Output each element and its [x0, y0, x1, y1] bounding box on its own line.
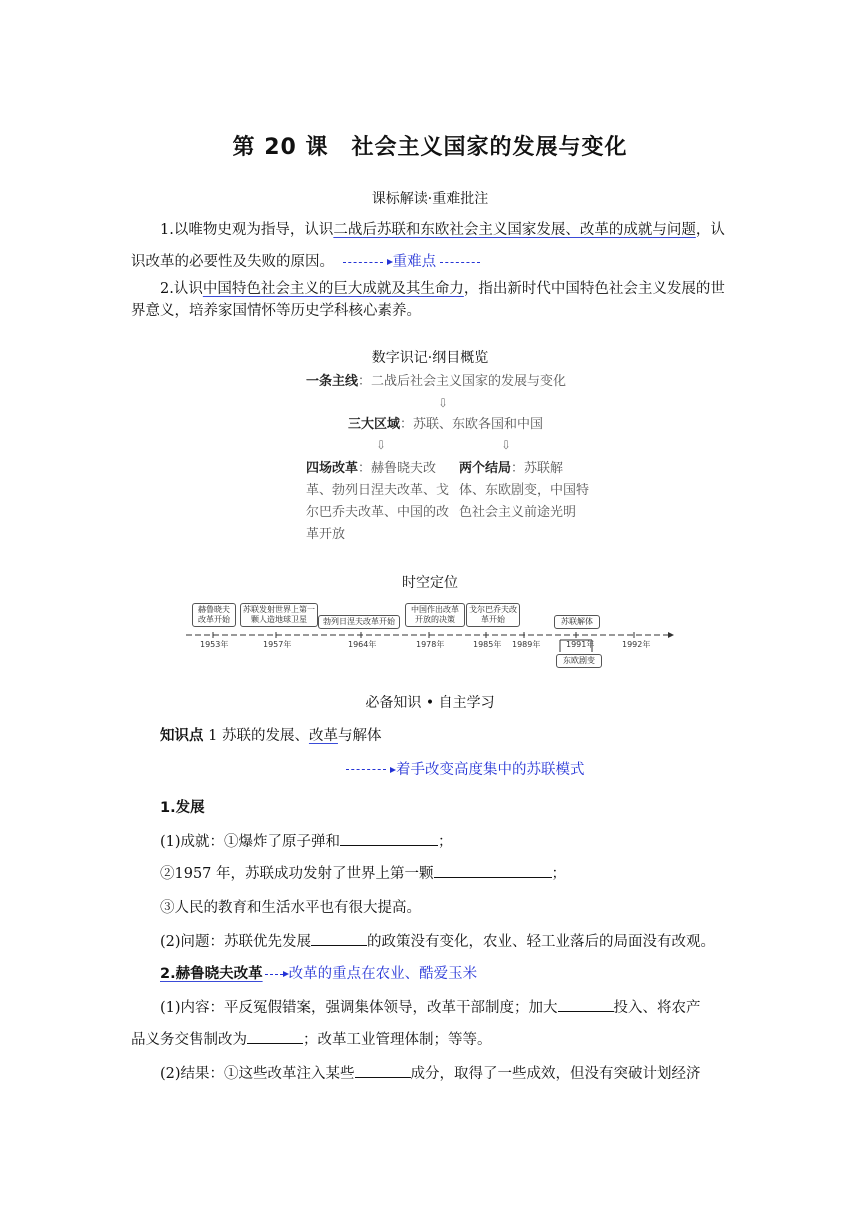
line-achievement-2	[160, 862, 566, 883]
kp-annotation	[342, 758, 585, 779]
fill-blank[interactable]	[340, 831, 438, 846]
event-china-reform-decision: 中国作出改革开放的决策	[405, 603, 465, 627]
heading-khrushchev	[160, 962, 477, 983]
kp-label: 知识点	[160, 728, 204, 744]
year-label: 1978年	[416, 640, 445, 649]
section-heading-curriculum: 课标解读·重难批注	[371, 191, 489, 207]
year-label: 1992年	[622, 640, 651, 649]
results-label: 两个结局	[459, 461, 512, 476]
line-achievement-3: ③人民的教育和生活水平也有很大提高。	[160, 900, 421, 916]
section-heading-outline: 数字识记·纲目概览	[371, 350, 489, 366]
outline-results	[459, 458, 589, 524]
p2-text-end: ，指出新时代中国特色社会主义发展的世界意义，培养家国情怀等历史学科核心素养。	[131, 281, 725, 319]
p1-text-end: ，认识改革的必要性及失败的原因。	[131, 222, 725, 270]
main-line-label: 一条主线	[306, 374, 359, 389]
results-text: ：苏联解体、东欧剧变，中国特色社会主义前途光明	[459, 461, 590, 520]
section-heading-knowledge: 必备知识 • 自主学习	[365, 695, 495, 711]
fill-blank[interactable]	[558, 997, 614, 1012]
line-content-1	[160, 996, 701, 1017]
section-heading-timeline: 时空定位	[402, 575, 458, 591]
year-label: 1985年	[473, 640, 502, 649]
line-content-2	[131, 1028, 492, 1049]
down-arrow-icon: ⇩	[438, 396, 449, 410]
line-problem	[160, 930, 715, 951]
event-brezhnev-reform: 勃列日涅夫改革开始	[318, 615, 400, 629]
l4-text: (2)问题：苏联优先发展	[160, 934, 312, 950]
kp-underlined: 改革	[308, 728, 338, 744]
event-gorbachev-reform: 戈尔巴乔夫改革开始	[466, 603, 520, 627]
fill-blank[interactable]	[247, 1029, 303, 1044]
p1-text: 1.以唯物史观为指导，认识	[160, 222, 334, 238]
h2-text: 2.赫鲁晓夫改革	[160, 966, 263, 982]
heading-development: 1.发展	[160, 800, 205, 816]
down-arrow-icon: ⇩	[376, 438, 387, 452]
note-soviet-model: 着手改变高度集中的苏联模式	[396, 762, 585, 778]
dashed-arrow-line	[440, 262, 480, 263]
event-sputnik: 苏联发射世界上第一颗人造地球卫星	[240, 603, 318, 627]
l2-end: ；	[551, 866, 567, 882]
event-khrushchev-reform: 赫鲁晓夫改革开始	[192, 603, 236, 627]
year-label: 1991年	[566, 640, 595, 649]
year-label: 1953年	[200, 640, 229, 649]
event-ussr-dissolution: 苏联解体	[554, 615, 600, 629]
line-result	[160, 1062, 701, 1083]
year-label: 1989年	[512, 640, 541, 649]
l4-text-end: 的政策没有变化，农业、轻工业落后的局面没有改观。	[367, 934, 716, 950]
l7-text-end: 成分，取得了一些成效，但没有突破计划经济	[410, 1066, 701, 1082]
l6-text-end: ；改革工业管理体制；等等。	[303, 1032, 492, 1048]
dashed-arrow-line	[265, 974, 283, 975]
dashed-arrow-line	[346, 769, 386, 770]
dashed-arrow-line	[343, 262, 383, 263]
areas-text: ：苏联、东欧各国和中国	[400, 417, 544, 432]
line-achievement-1	[160, 830, 453, 851]
kp-text: 1 苏联的发展、	[203, 728, 309, 744]
p2-underlined: 中国特色社会主义的巨大成就及其生命力	[202, 281, 464, 297]
main-line-text: ：二战后社会主义国家的发展与变化	[358, 374, 567, 389]
fill-blank[interactable]	[355, 1063, 411, 1078]
l1-end: ；	[438, 834, 453, 850]
p1-underlined: 二战后苏联和东欧社会主义国家发展、改革的成就与问题	[333, 222, 696, 238]
l1-text: (1)成就：①爆炸了原子弹和	[160, 834, 341, 850]
l6-text: 品义务交售制改为	[131, 1032, 247, 1048]
outline-areas	[348, 414, 543, 436]
page-title: 第 20 课 社会主义国家的发展与变化	[232, 135, 628, 160]
kp-text-end: 与解体	[337, 728, 382, 744]
reforms-text: ：赫鲁晓夫改革、勃列日涅夫改革、戈尔巴乔夫改革、中国的改革开放	[306, 461, 450, 542]
l5-text-end: 投入、将农产	[613, 1000, 701, 1016]
p2-text: 2.认识	[160, 281, 203, 297]
curriculum-point-2	[131, 278, 731, 322]
year-label: 1957年	[263, 640, 292, 649]
event-eastern-europe-upheaval: 东欧剧变	[556, 654, 602, 668]
l7-text: (2)结果：①这些改革注入某些	[160, 1066, 355, 1082]
l5-text: (1)内容：平反冤假错案，强调集体领导，改革干部制度；加大	[160, 1000, 558, 1016]
curriculum-point-1	[131, 214, 731, 278]
knowledge-point-title	[160, 724, 381, 745]
year-label: 1964年	[348, 640, 377, 649]
fill-blank[interactable]	[311, 931, 367, 946]
down-arrow-icon: ⇩	[501, 438, 512, 452]
timeline	[186, 600, 676, 670]
outline-main-line	[306, 371, 566, 393]
note-key-point: 重难点	[392, 254, 437, 270]
l2-text: ②1957 年，苏联成功发射了世界上第一颗	[160, 866, 434, 882]
fill-blank[interactable]	[434, 863, 552, 878]
reforms-label: 四场改革	[306, 461, 359, 476]
note-agriculture: 改革的重点在农业、酷爱玉米	[288, 966, 478, 982]
outline-reforms	[306, 458, 449, 546]
areas-label: 三大区域	[348, 417, 401, 432]
